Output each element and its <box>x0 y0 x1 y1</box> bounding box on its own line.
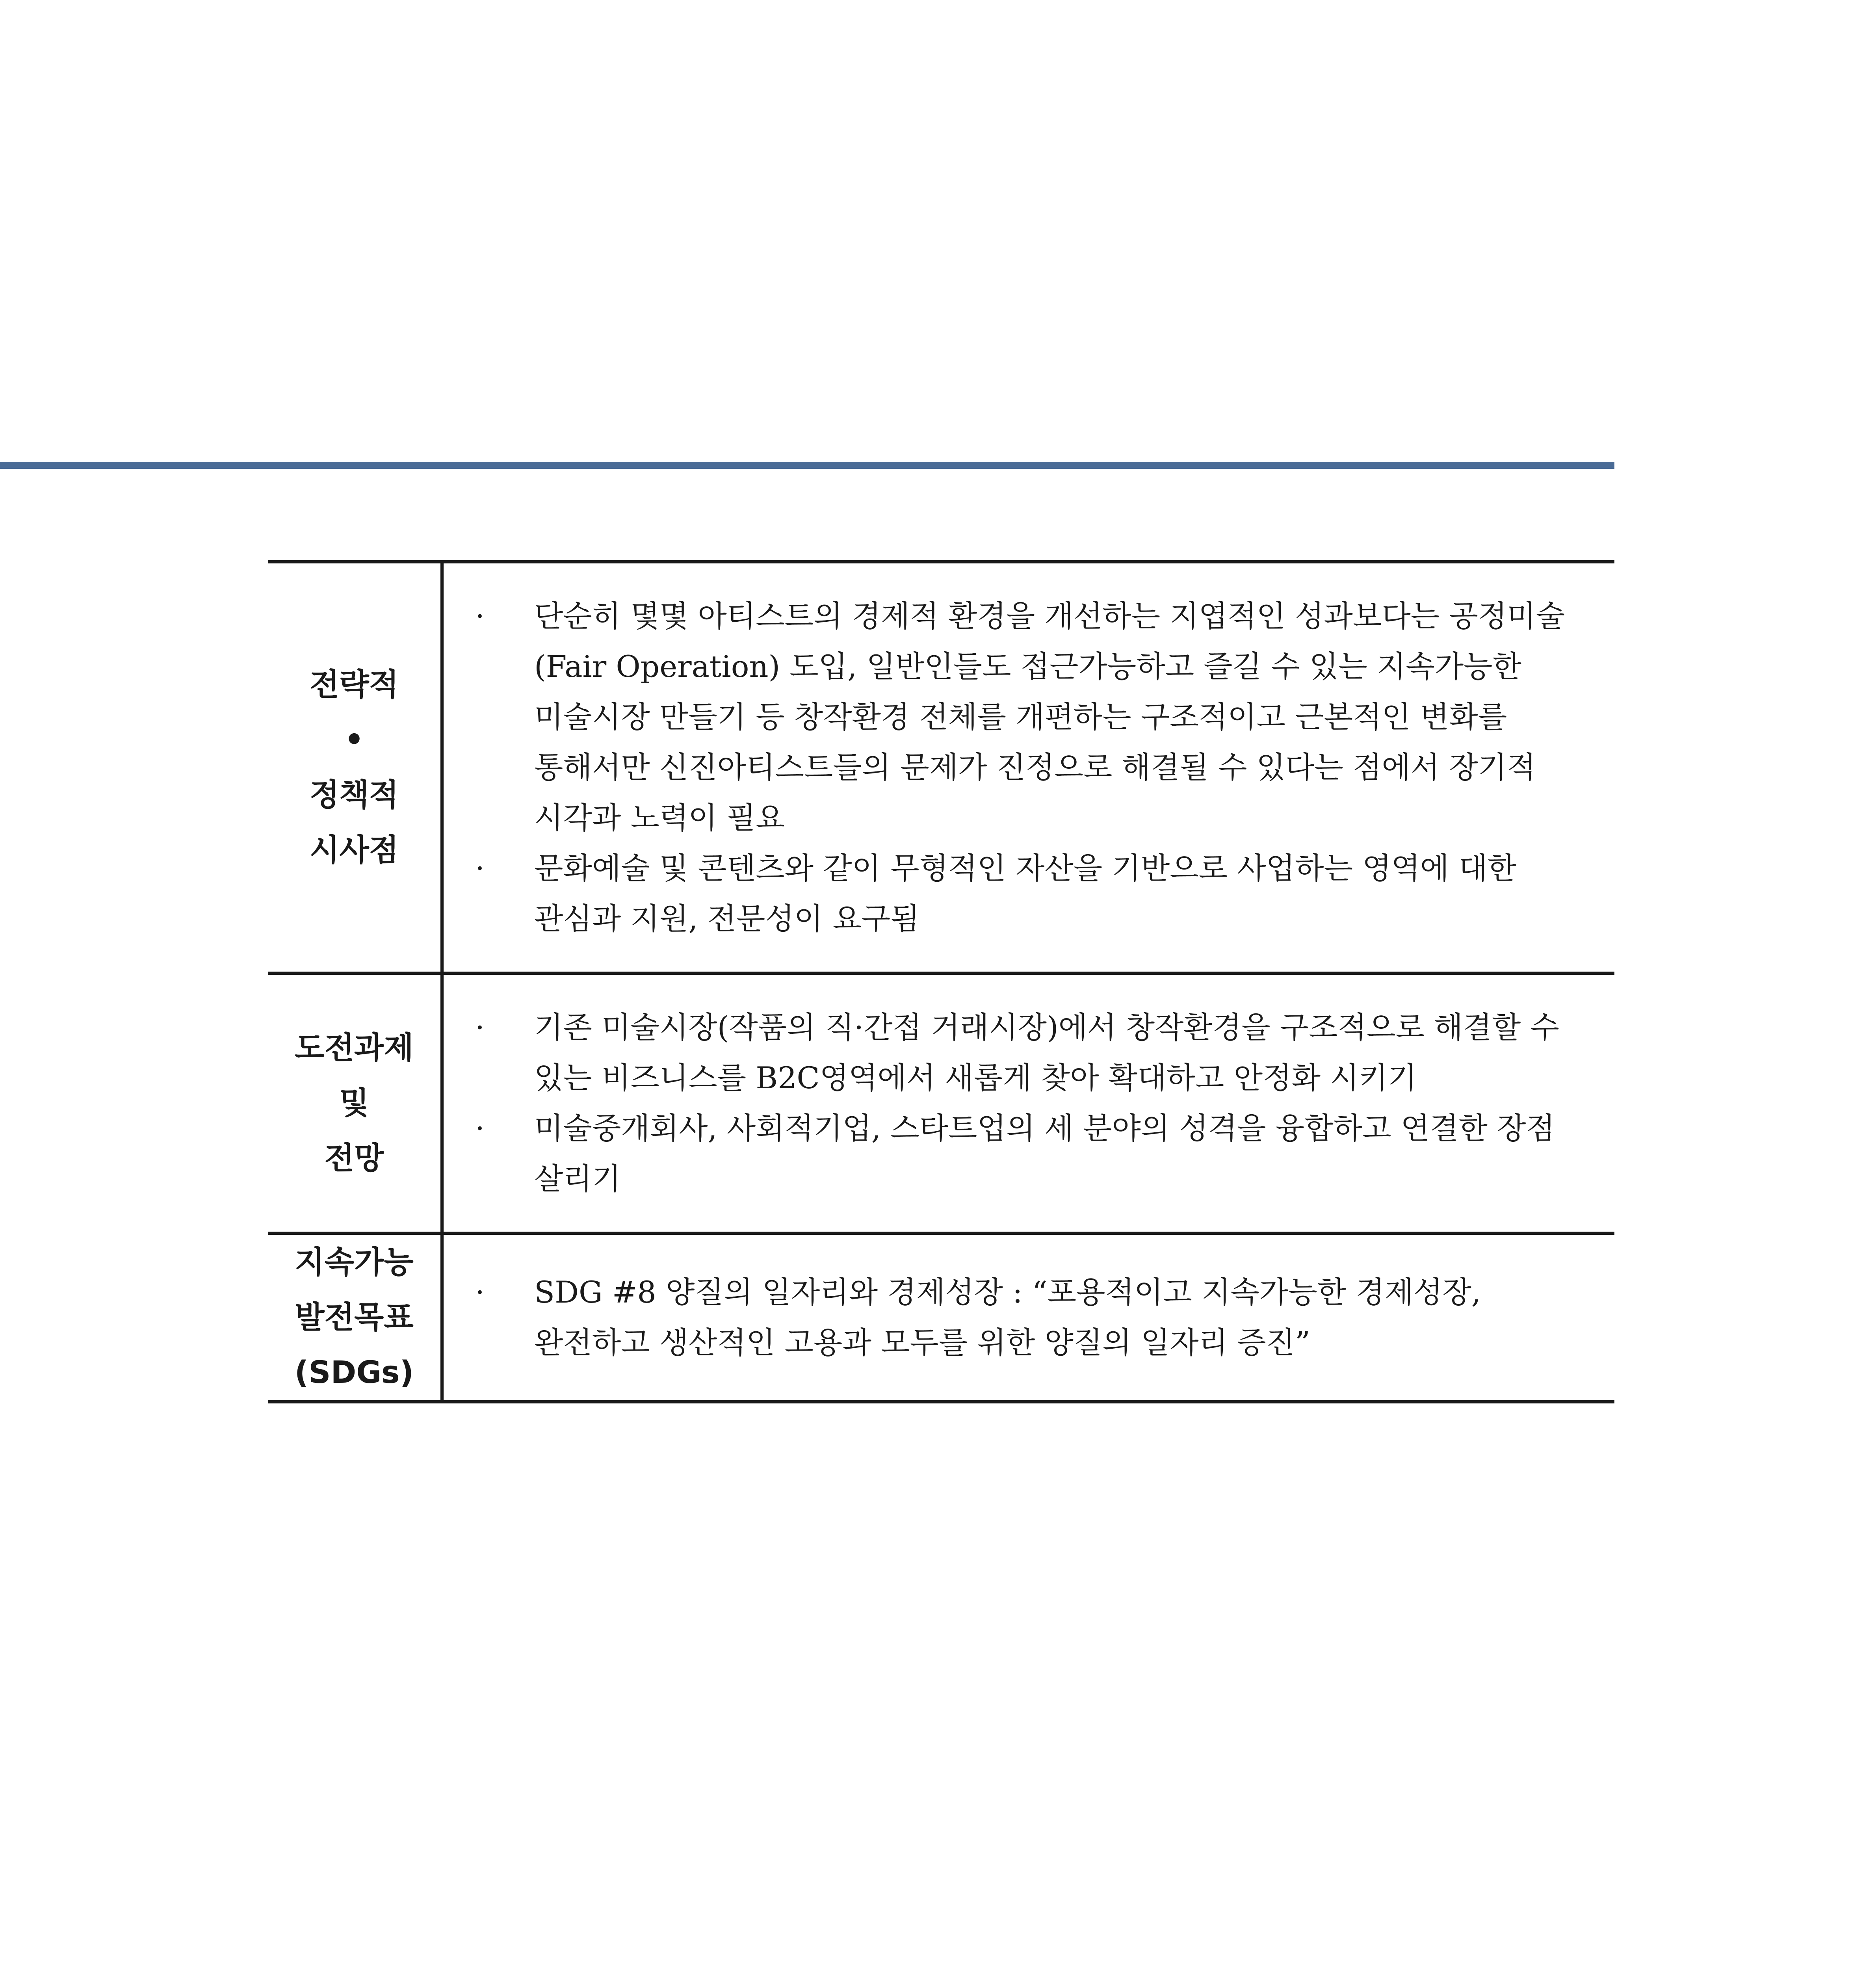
bullet-list <box>471 591 1591 944</box>
table-row-challenges-outlook <box>268 973 1614 1233</box>
list-item <box>471 1103 1591 1204</box>
bullet-text: SDG #8 양질의 일자리와 경제성장 : “포용적이고 지속가능한 경제성장, 완전하고 생산적인 고용과 모두를 위한 양질의 일자리 증진” <box>534 1275 1481 1360</box>
row-label-line: 지속가능 <box>295 1245 414 1280</box>
list-item <box>471 843 1591 944</box>
bullet-list <box>471 1267 1591 1368</box>
table-row-sdgs <box>268 1233 1614 1402</box>
row-label-line: 시사점 <box>309 833 399 868</box>
row-label-line: 도전과제 <box>295 1030 414 1066</box>
bullet-text: 문화예술 및 콘텐츠와 같이 무형적인 자산을 기반으로 사업하는 영역에 대한 관심과 지원, 전문성이 요구됨 <box>534 851 1517 936</box>
row-label <box>268 973 442 1233</box>
row-label-line: 정책적 <box>309 777 399 813</box>
bullet-list <box>471 1002 1591 1204</box>
row-content <box>442 1233 1614 1402</box>
row-label-line: (SDGs) <box>294 1355 414 1390</box>
bullet-text: 미술중개회사, 사회적기업, 스타트업의 세 분야의 성격을 융합하고 연결한 장점 살리기 <box>534 1111 1555 1196</box>
header-rule <box>0 462 1614 469</box>
bullet-marker: · <box>475 598 485 634</box>
row-label-line: 발전목표 <box>295 1300 414 1335</box>
row-label-line: 전략적 <box>309 667 399 703</box>
row-label-line: 전망 <box>324 1141 384 1176</box>
row-label <box>268 562 442 973</box>
list-item <box>471 591 1591 843</box>
bullet-marker: · <box>475 1111 485 1146</box>
summary-table <box>268 560 1614 1403</box>
list-item <box>471 1267 1591 1368</box>
bullet-marker: · <box>475 1275 485 1310</box>
bullet-marker: · <box>475 1010 485 1045</box>
bullet-text: 기존 미술시장(작품의 직·간접 거래시장)에서 창작환경을 구조적으로 해결할 수 있는 비즈니스를 B2C영역에서 새롭게 찾아 확대하고 안정화 시키기 <box>534 1010 1559 1095</box>
row-content <box>442 973 1614 1233</box>
bullet-text: 단순히 몇몇 아티스트의 경제적 환경을 개선하는 지엽적인 성과보다는 공정미술(Fair Operation) 도입, 일반인들도 접근가능하고 즐길 수 있는 지속가능한 미술시장 만들기 등 창작환경 전체를 개편하는 구조적이고 근본적인 변화를 통해서만 신진아티스트들의 문제가 진정으로 해결될 수 있다는 점에서 장기적 시각과 노력이 필요 <box>534 598 1565 835</box>
bullet-marker: · <box>475 851 485 886</box>
table-row-strategic-implications <box>268 562 1614 973</box>
row-label-line: • <box>344 722 364 758</box>
row-label <box>268 1233 442 1402</box>
row-content <box>442 562 1614 973</box>
list-item <box>471 1002 1591 1103</box>
row-label-line: 및 <box>339 1085 369 1121</box>
